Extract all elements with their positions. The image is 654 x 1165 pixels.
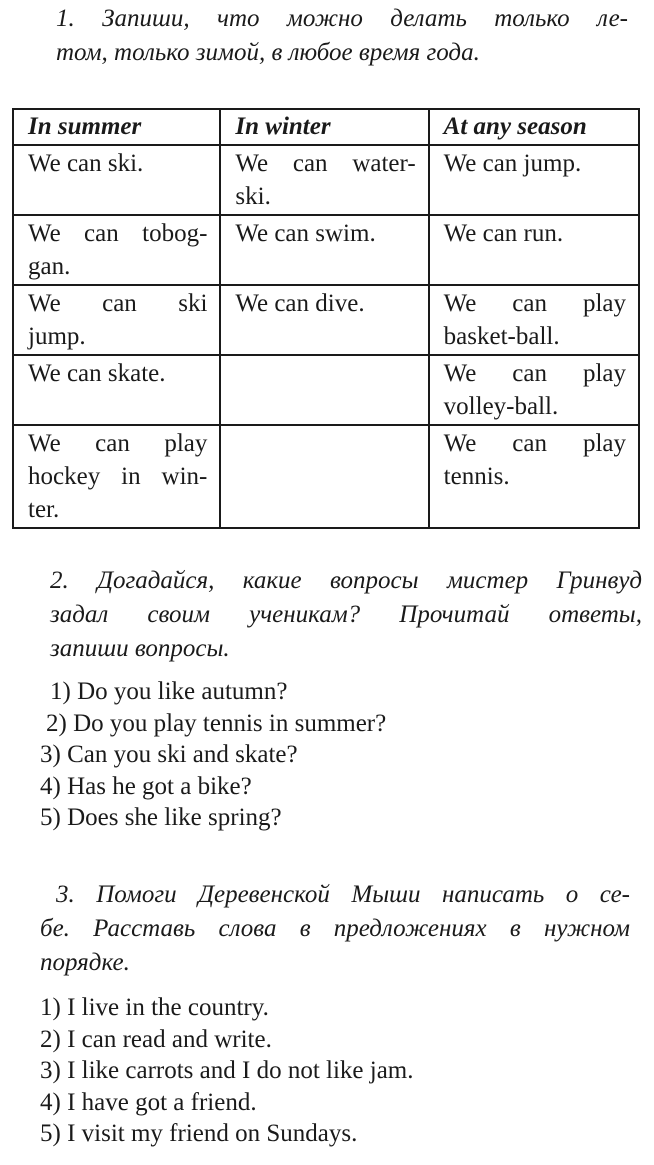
task-2-line: 2. Догадайся, какие вопросы мистер Гринвуд [50,567,642,594]
table-cell [13,145,220,215]
task-3-line: бе. Расставь слова в предложениях в нужном [40,915,630,942]
cell-line: We can ski [28,290,208,317]
item-number: 4) [40,772,61,800]
item-number: 1) [50,678,71,705]
table-cell [13,425,220,528]
cell-line: gan. [28,253,71,280]
item-text: I like carrots and I do not like jam. [67,1057,414,1084]
list-item [40,771,386,803]
list-item [40,1024,414,1056]
table-row [13,145,639,215]
task-1-line: том, только зимой, в любое время года. [56,39,480,66]
cell-line: volley-ball. [443,393,559,420]
item-text: Do you like autumn? [77,678,288,705]
table-cell [220,285,428,355]
cell-line: hockey in win- [28,463,208,490]
table-cell [220,215,428,285]
cell-line: We can tobog- [28,220,208,247]
list-item [40,1087,414,1119]
list-item [40,708,386,740]
cell-line: ter. [28,496,60,523]
item-number: 2) [46,709,67,737]
header-in-winter: In winter [220,109,428,145]
cell-line: We can skate. [28,360,166,387]
cell-line: We can ski. [28,150,144,177]
task-1-line: 1. Запиши, что можно делать только ле- [56,5,628,32]
item-number: 3) [40,1057,61,1084]
table-cell-empty [220,355,428,425]
cell-line: We can play [28,430,208,457]
task-2-instructions [50,564,642,666]
cell-line: We can play [443,290,626,317]
cell-line: ski. [235,183,271,210]
table-cell [13,355,220,425]
task-3-answer-list [40,992,414,1150]
table-row [13,355,639,425]
list-item [40,992,414,1024]
cell-line: We can play [443,360,626,387]
item-number: 3) [40,741,61,768]
item-number: 5) [40,1120,61,1147]
cell-line: We can dive. [235,290,365,317]
list-item [40,1118,414,1150]
item-number: 5) [40,804,61,831]
item-text: I visit my friend on Sundays. [67,1120,358,1147]
task-2-answer-list [40,676,386,834]
item-text: Do you play tennis in summer? [73,709,387,737]
item-text: Does she like spring? [67,804,282,831]
table-cell [220,145,428,215]
item-text: Can you ski and skate? [67,741,298,768]
cell-line: We can run. [443,220,564,247]
table-row [13,215,639,285]
item-number: 4) [40,1088,61,1116]
item-number: 2) [40,1025,61,1053]
table-cell [429,285,639,355]
cell-line: We can jump. [443,150,582,177]
list-item [40,802,386,834]
cell-line: We can play [443,430,626,457]
cell-line: jump. [28,323,86,350]
table-cell [13,215,220,285]
task-2-line: задал своим ученикам? Прочитай ответы, [50,601,642,628]
item-text: I have got a friend. [67,1088,257,1116]
table-cell [429,355,639,425]
table-header-row [13,109,639,145]
table-cell [13,285,220,355]
table-cell [429,425,639,528]
header-at-any-season: At any season [429,109,639,145]
task-3-line: порядке. [40,949,130,976]
item-number: 1) [40,994,61,1021]
table-cell-empty [220,425,428,528]
item-text: I can read and write. [67,1025,272,1053]
list-item [40,1055,414,1087]
seasons-table [12,108,640,529]
header-in-summer: In summer [13,109,220,145]
table-cell [429,215,639,285]
cell-line: We can swim. [235,220,376,247]
table-row [13,285,639,355]
task-1-instructions [56,2,628,70]
cell-line: tennis. [443,463,510,490]
cell-line: basket-ball. [443,323,560,350]
cell-line: We can water- [235,150,416,177]
task-3-instructions [40,878,630,980]
list-item [40,676,386,708]
list-item [40,739,386,771]
item-text: Has he got a bike? [67,772,252,800]
table-cell [429,145,639,215]
item-text: I live in the country. [67,994,269,1021]
task-3-line: 3. Помоги Деревенской Мыши написать о се- [56,881,630,908]
task-2-line: запиши вопросы. [50,635,230,662]
table-row [13,425,639,528]
